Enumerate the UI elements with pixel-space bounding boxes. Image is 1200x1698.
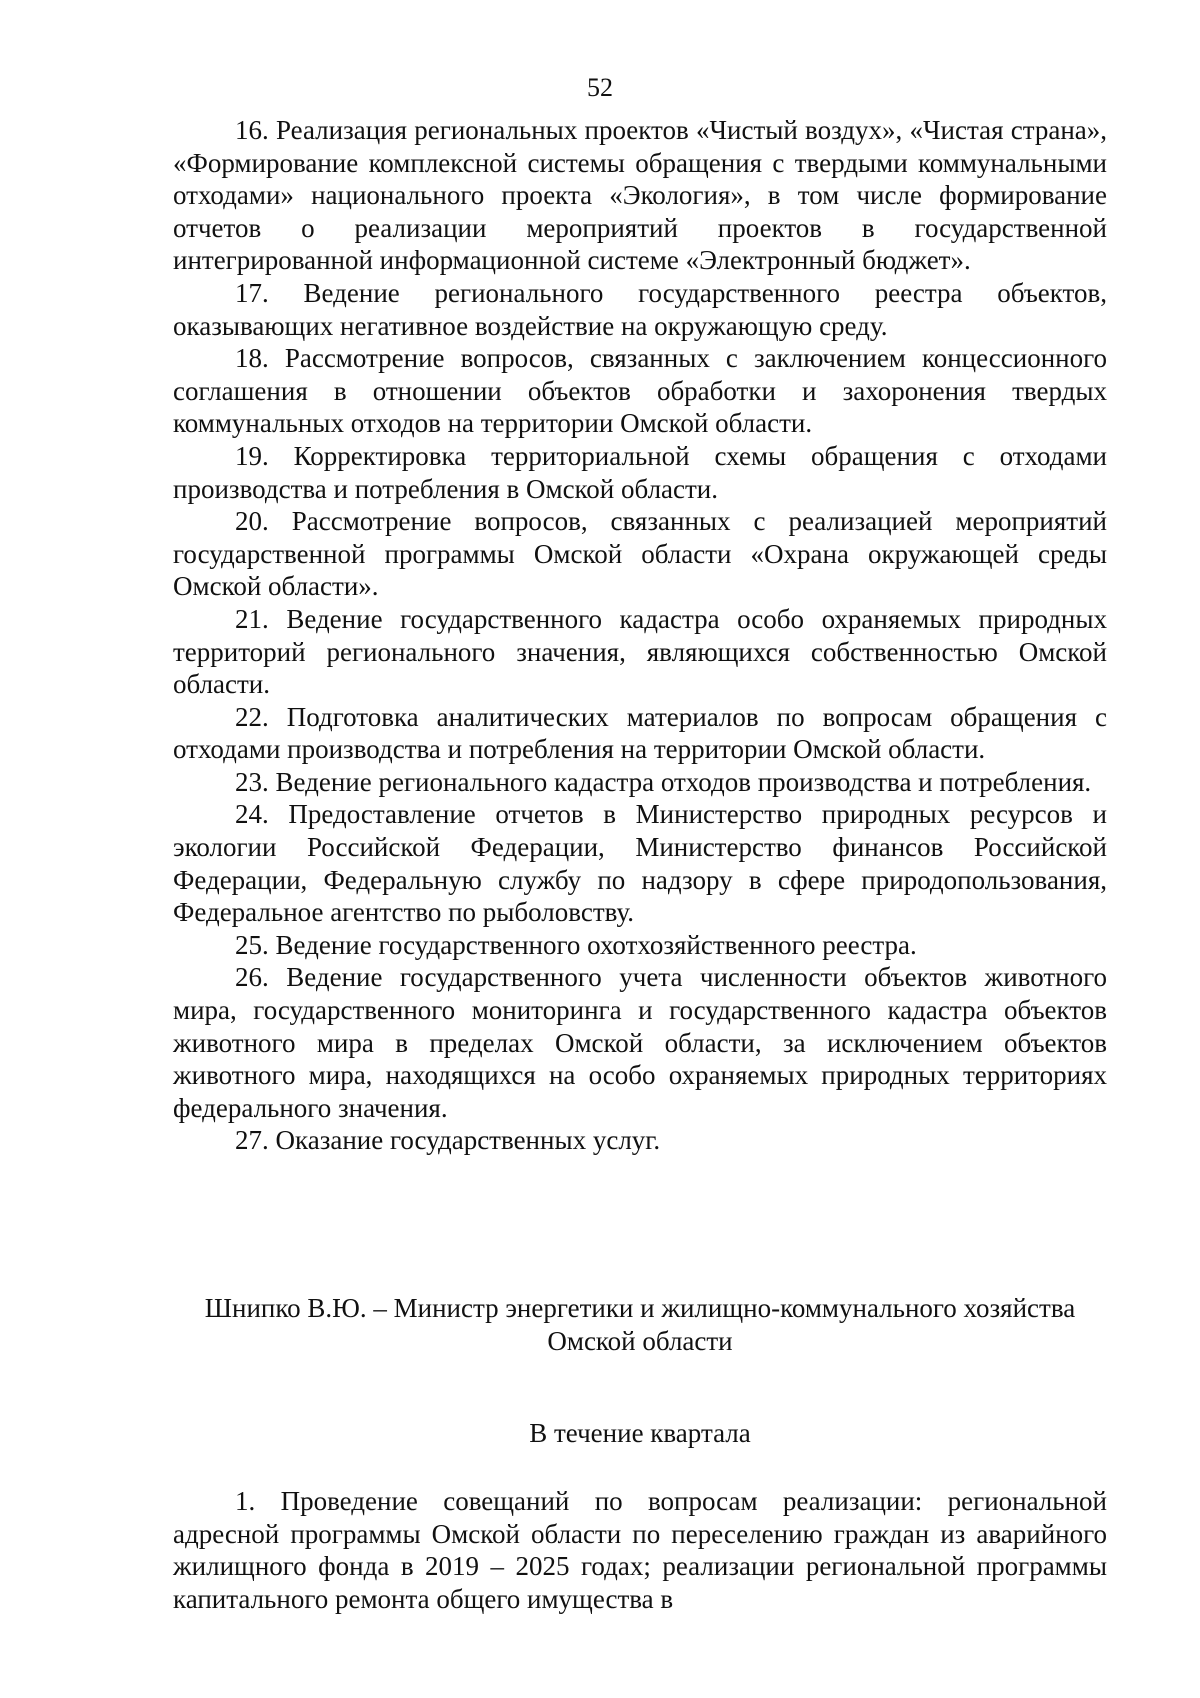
list-item: 17. Ведение регионального государственного реестра объектов, оказывающих негативное воздействие на окружающую среду.: [173, 277, 1107, 341]
section-heading: [173, 1292, 1107, 1358]
section-heading-line1: Шнипко В.Ю. – Министр энергетики и жилищно-коммунального хозяйства: [204, 1293, 1076, 1323]
page-number: 52: [587, 73, 613, 102]
list-item: 18. Рассмотрение вопросов, связанных с заключением концессионного соглашения в отношении объектов обработки и захоронения твердых коммунальных отходов на территории Омской области.: [173, 343, 1107, 439]
list-item: 20. Рассмотрение вопросов, связанных с реализацией мероприятий государственной программы Омской области «Охрана окружающей среды Омской области».: [173, 506, 1107, 602]
list-item: 21. Ведение государственного кадастра особо охраняемых природных территорий регионального значения, являющихся собственностью Омской области.: [173, 603, 1107, 700]
list-item: 1. Проведение совещаний по вопросам реализации: региональной адресной программы Омской области по переселению граждан из аварийного жилищного фонда в 2019 – 2025 годах; реализации региональной программы капитального ремонта общего имущества в: [173, 1486, 1107, 1614]
list-item: 26. Ведение государственного учета численности объектов животного мира, государственного мониторинга и государственного кадастра объектов животного мира в пределах Омской области, за исключением объектов животного мира, находящихся на особо охраняемых природных территориях федерального значения.: [173, 962, 1107, 1123]
list-item: 23. Ведение регионального кадастра отходов производства и потребления.: [235, 766, 1092, 797]
list-item: 27. Оказание государственных услуг.: [235, 1125, 661, 1156]
list-item: 22. Подготовка аналитических материалов по вопросам обращения с отходами производства и потребления на территории Омской области.: [173, 701, 1107, 765]
section-heading-line2: Омской области: [547, 1326, 733, 1356]
list-item: 16. Реализация региональных проектов «Чистый воздух», «Чистая страна», «Формирование комплексной системы обращения с твердыми коммунальными отходами» национального проекта «Экология», в том числе формирование отчетов о реализации мероприятий проектов в государственной интегрированной информационной системе «Электронный бюджет».: [173, 115, 1107, 276]
section-period: В течение квартала: [529, 1418, 751, 1448]
list-item: 19. Корректировка территориальной схемы обращения с отходами производства и потребления в Омской области.: [173, 440, 1107, 504]
section-task-list: [173, 1485, 1107, 1615]
list-item: 25. Ведение государственного охотхозяйственного реестра.: [235, 929, 917, 960]
list-item: 24. Предоставление отчетов в Министерство природных ресурсов и экологии Российской Федерации, Министерство финансов Российской Федерации, Федеральную службу по надзору в сфере природопользования, Федеральное агентство по рыболовству.: [173, 799, 1107, 928]
task-list: [173, 114, 1107, 1157]
